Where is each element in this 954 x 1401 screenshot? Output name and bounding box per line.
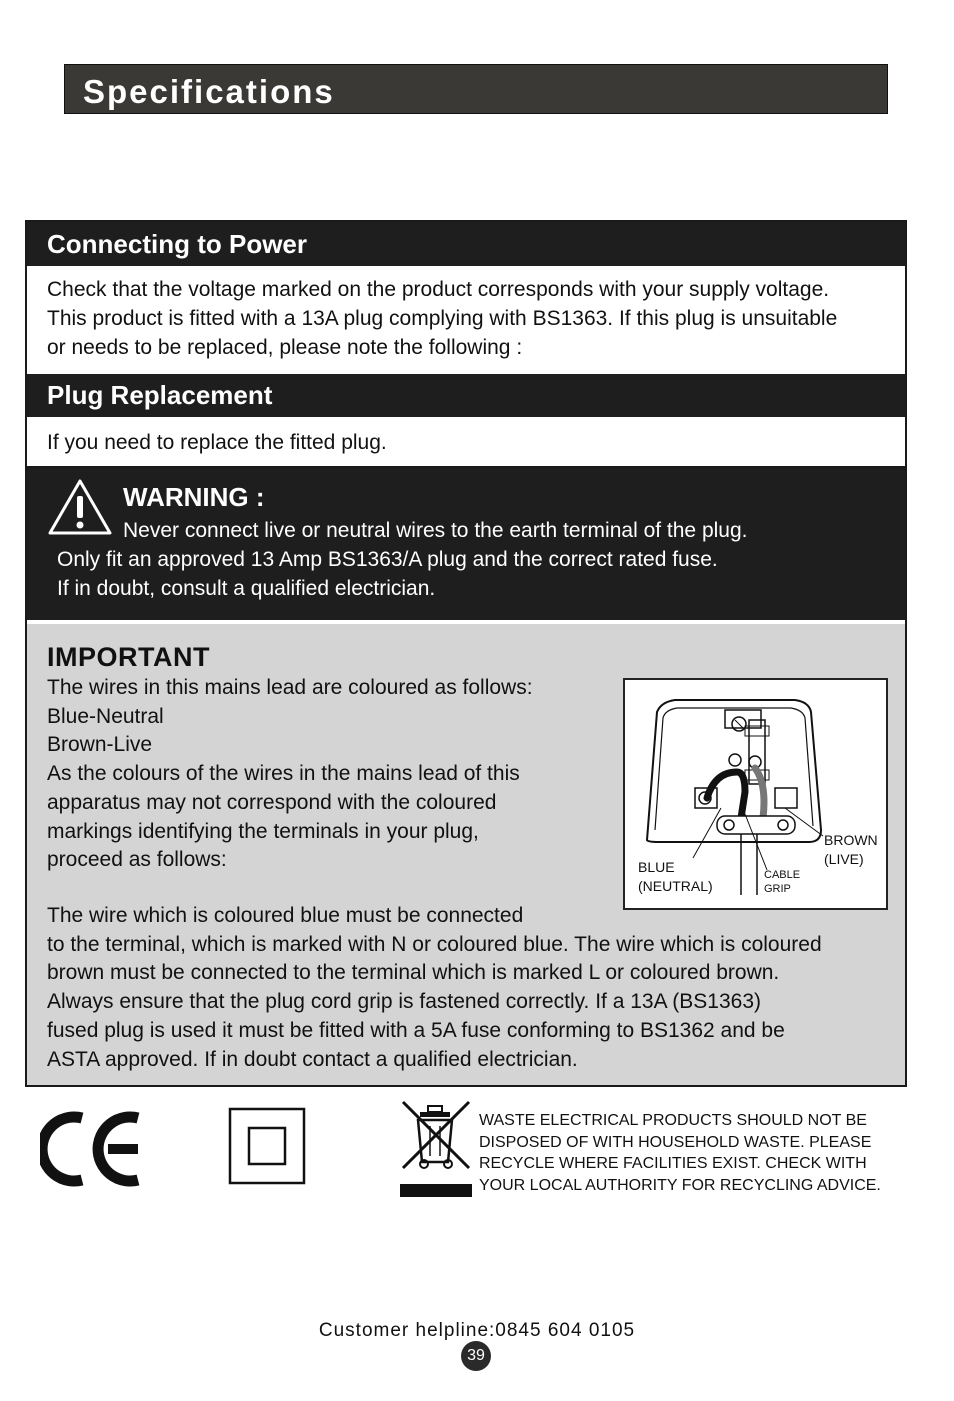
warning-box — [27, 468, 905, 620]
warning-line: Never connect live or neutral wires to the earth terminal of the plug. — [123, 519, 748, 542]
connecting-heading: Connecting to Power — [27, 222, 905, 266]
important-box — [27, 622, 905, 1085]
warning-title: WARNING : — [123, 482, 265, 512]
power-panel — [25, 220, 907, 1087]
double-insulation-icon — [228, 1107, 306, 1185]
connecting-text — [47, 275, 907, 362]
customer-helpline: Customer helpline:0845 604 0105 — [318, 1320, 636, 1341]
connecting-line: or needs to be replaced, please note the following : — [47, 336, 523, 359]
important-instructions — [47, 902, 822, 1074]
instruction-line: fused plug is used it must be fitted with a 5A fuse conforming to BS1362 and be — [47, 1018, 785, 1042]
instruction-line: Always ensure that the plug cord grip is fastened correctly. If a 13A (BS1363) — [47, 990, 761, 1014]
plug-wiring-diagram — [623, 678, 888, 910]
instruction-line: The wire which is coloured blue must be connected — [47, 904, 524, 927]
label-grip: GRIP — [764, 883, 791, 895]
important-line: markings identifying the terminals in your plug, — [47, 819, 479, 843]
important-title: IMPORTANT — [47, 642, 210, 672]
instruction-line: ASTA approved. If in doubt contact a qualified electrician. — [47, 1047, 578, 1071]
instruction-line: brown must be connected to the terminal which is marked L or coloured brown. — [47, 961, 780, 985]
important-line: proceed as follows: — [47, 848, 227, 872]
important-line: Blue-Neutral — [47, 704, 164, 728]
label-brown: BROWN — [824, 832, 878, 848]
important-text — [47, 674, 533, 875]
important-line: apparatus may not correspond with the coloured — [47, 790, 497, 814]
page-title: Specifications — [83, 73, 335, 110]
page-number: 39 — [461, 1341, 491, 1371]
page-title-bar — [64, 64, 888, 114]
important-line: Brown-Live — [47, 733, 153, 757]
instruction-line: to the terminal, which is marked with N or coloured blue. The wire which is coloured — [47, 932, 822, 956]
ce-mark-icon — [40, 1108, 144, 1190]
warning-triangle-icon — [47, 478, 113, 536]
important-line: The wires in this mains lead are coloured as follows: — [47, 676, 533, 699]
plug-text: If you need to replace the fitted plug. — [47, 431, 387, 454]
warning-line: If in doubt, consult a qualified electrician. — [57, 577, 436, 600]
plug-heading: Plug Replacement — [27, 374, 905, 417]
weee-notice: WASTE ELECTRICAL PRODUCTS SHOULD NOT BE DISPOSED OF WITH HOUSEHOLD WASTE. PLEASE RECYCLE WHERE FACILITIES EXIST. CHECK WITH YOUR LOCAL AUTHORITY FOR RECYCLING ADVICE. — [479, 1112, 881, 1194]
important-line: As the colours of the wires in the mains lead of this — [47, 762, 520, 786]
warning-line: Only fit an approved 13 Amp BS1363/A plug and the correct rated fuse. — [57, 548, 718, 571]
label-neutral: (NEUTRAL) — [638, 878, 713, 894]
label-blue: BLUE — [638, 859, 675, 875]
weee-bin-icon — [400, 1098, 472, 1198]
label-live: (LIVE) — [824, 851, 864, 867]
connecting-line: Check that the voltage marked on the product corresponds with your supply voltage. — [47, 278, 830, 301]
label-cable: CABLE — [764, 869, 801, 881]
connecting-line: This product is fitted with a 13A plug complying with BS1363. If this plug is unsuitable — [47, 307, 838, 330]
